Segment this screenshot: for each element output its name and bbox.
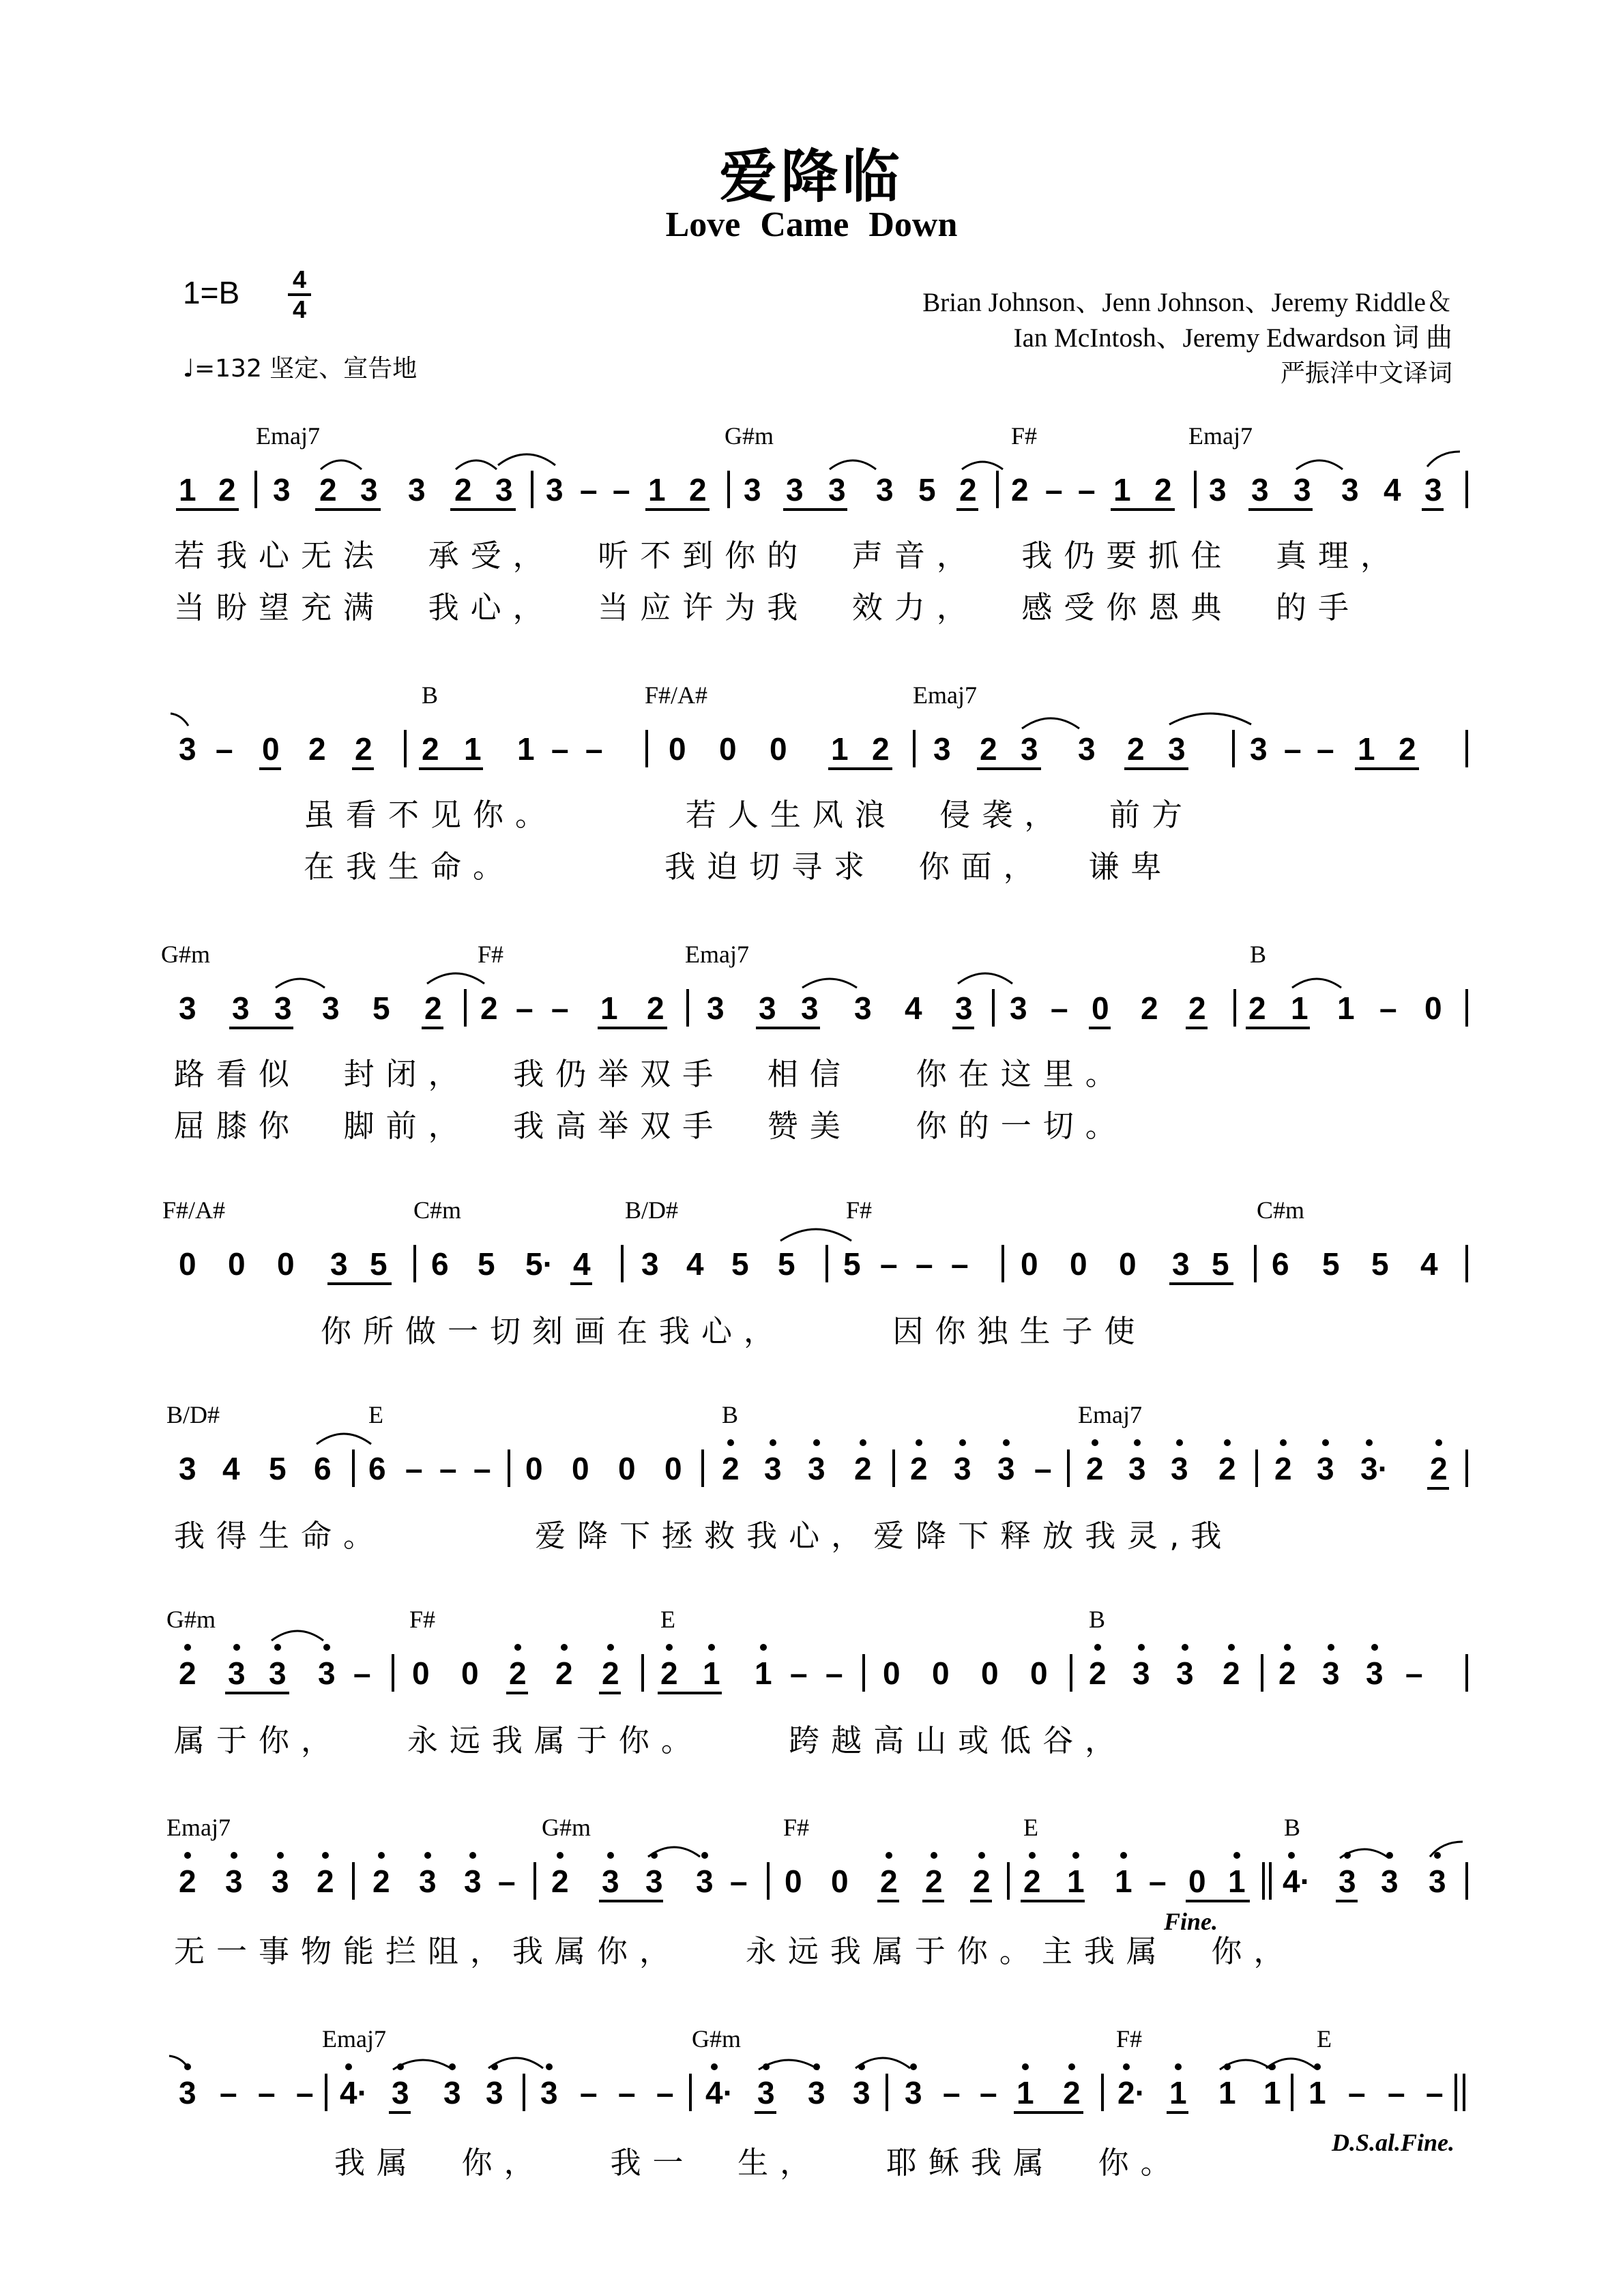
svg-text:–: – xyxy=(1078,472,1096,507)
svg-text:2: 2 xyxy=(317,1864,334,1899)
svg-text:–: – xyxy=(551,731,569,767)
svg-text:3: 3 xyxy=(955,990,973,1026)
svg-text:0: 0 xyxy=(669,731,686,767)
lyric-line: 当盼望充满 我心， 当应许为我 效力， 感受你恩典 的手 xyxy=(174,589,1361,625)
svg-text:3: 3 xyxy=(1078,731,1096,767)
svg-text:–: – xyxy=(473,1451,491,1486)
time-signature xyxy=(288,267,311,322)
svg-text:1: 1 xyxy=(1115,1864,1132,1899)
svg-text:3: 3 xyxy=(228,1655,246,1691)
svg-text:5: 5 xyxy=(843,1246,861,1282)
svg-text:–: – xyxy=(1051,990,1068,1026)
svg-text:5: 5 xyxy=(269,1451,287,1486)
score-row-4 xyxy=(0,1190,1623,1388)
svg-text:2: 2 xyxy=(1127,731,1145,767)
svg-text:3: 3 xyxy=(232,990,250,1026)
svg-text:3: 3 xyxy=(179,990,196,1026)
svg-text:3: 3 xyxy=(274,990,292,1026)
svg-text:–: – xyxy=(1045,472,1063,507)
credits-line-2: Ian McIntosh、Jeremy Edwardson 词 曲 xyxy=(1013,323,1452,353)
svg-text:0: 0 xyxy=(618,1451,636,1486)
svg-text:3: 3 xyxy=(602,1864,619,1899)
svg-text:3: 3 xyxy=(1341,472,1359,507)
svg-text:–: – xyxy=(1034,1451,1052,1486)
lyric-line: 我属 你， 我一 生， 耶稣我属 你。 xyxy=(334,2145,1183,2181)
svg-text:2: 2 xyxy=(1399,731,1416,767)
svg-text:5: 5 xyxy=(778,1246,795,1282)
svg-text:2: 2 xyxy=(308,731,326,767)
svg-text:0: 0 xyxy=(1021,1246,1038,1282)
svg-text:3: 3 xyxy=(808,2075,825,2110)
svg-text:2: 2 xyxy=(647,990,664,1026)
chord-label: G#m xyxy=(725,422,774,450)
svg-text:0: 0 xyxy=(883,1655,901,1691)
svg-text:0: 0 xyxy=(981,1655,999,1691)
svg-text:2: 2 xyxy=(925,1864,943,1899)
song-subtitle: Love Came Down xyxy=(665,205,958,244)
svg-text:4: 4 xyxy=(905,990,922,1026)
svg-text:3: 3 xyxy=(744,472,761,507)
svg-text:–: – xyxy=(1149,1864,1167,1899)
svg-text:5: 5 xyxy=(372,990,390,1026)
svg-text:4·: 4· xyxy=(340,2075,368,2110)
svg-text:2: 2 xyxy=(372,1864,390,1899)
score-row-1 xyxy=(0,416,1623,641)
credits-line-1: Brian Johnson、Jenn Johnson、Jeremy Riddle＆ xyxy=(922,288,1452,317)
svg-text:2: 2 xyxy=(1141,990,1158,1026)
svg-text:0: 0 xyxy=(228,1246,246,1282)
svg-text:–: – xyxy=(613,472,630,507)
svg-text:–: – xyxy=(730,1864,748,1899)
svg-text:2: 2 xyxy=(1063,2075,1081,2110)
svg-text:3: 3 xyxy=(495,472,513,507)
svg-text:3: 3 xyxy=(853,2075,871,2110)
svg-text:–: – xyxy=(1388,2075,1405,2110)
svg-text:3: 3 xyxy=(645,1864,663,1899)
svg-text:5: 5 xyxy=(1212,1246,1229,1282)
svg-text:–: – xyxy=(498,1864,516,1899)
svg-text:2·: 2· xyxy=(1117,2075,1145,2110)
svg-text:3: 3 xyxy=(419,1864,437,1899)
svg-text:0: 0 xyxy=(179,1246,196,1282)
svg-text:–: – xyxy=(1317,731,1334,767)
chord-label: Emaj7 xyxy=(913,681,977,709)
lyric-line: 无一事物能拦阻，我属你， 永远我属于你。主我属 你， xyxy=(174,1933,1296,1969)
notation-line xyxy=(0,934,1623,1030)
svg-text:–: – xyxy=(405,1451,423,1486)
svg-text:1: 1 xyxy=(1228,1864,1246,1899)
notation-line xyxy=(0,416,1623,512)
svg-text:3: 3 xyxy=(707,990,725,1026)
svg-text:3: 3 xyxy=(273,472,291,507)
svg-text:–: – xyxy=(1405,1655,1423,1691)
svg-text:3: 3 xyxy=(759,990,776,1026)
svg-text:3: 3 xyxy=(954,1451,971,1486)
svg-text:1: 1 xyxy=(648,472,666,507)
svg-text:1: 1 xyxy=(1113,472,1131,507)
svg-text:3: 3 xyxy=(540,2075,558,2110)
svg-text:4: 4 xyxy=(1420,1246,1438,1282)
chord-label: Emaj7 xyxy=(322,2025,386,2052)
svg-text:2: 2 xyxy=(910,1451,928,1486)
svg-text:3: 3 xyxy=(464,1864,482,1899)
svg-text:0: 0 xyxy=(461,1655,479,1691)
song-title: 爱降临 xyxy=(719,143,904,210)
svg-text:3: 3 xyxy=(486,2075,503,2110)
svg-text:3: 3 xyxy=(1021,731,1038,767)
svg-text:2: 2 xyxy=(424,990,442,1026)
svg-text:1: 1 xyxy=(831,731,849,767)
score-row-6 xyxy=(0,1600,1623,1797)
svg-text:0: 0 xyxy=(277,1246,295,1282)
svg-text:2: 2 xyxy=(1188,990,1206,1026)
svg-text:–: – xyxy=(216,731,233,767)
svg-text:3: 3 xyxy=(1424,472,1442,507)
svg-text:6: 6 xyxy=(431,1246,449,1282)
svg-text:2: 2 xyxy=(722,1451,740,1486)
time-signature-top: 4 xyxy=(292,265,307,293)
svg-text:2: 2 xyxy=(980,731,997,767)
svg-text:2: 2 xyxy=(854,1451,872,1486)
lyric-line: 若我心无法 承受， 听不到你的 声音， 我仍要抓住 真理， xyxy=(174,538,1403,574)
chord-label: F# xyxy=(783,1814,810,1841)
score-row-8 xyxy=(0,2019,1623,2224)
svg-text:3·: 3· xyxy=(1360,1451,1388,1486)
svg-text:2: 2 xyxy=(1278,1655,1296,1691)
svg-text:3: 3 xyxy=(392,2075,409,2110)
svg-text:3: 3 xyxy=(905,2075,922,2110)
svg-text:3: 3 xyxy=(933,731,951,767)
svg-text:2: 2 xyxy=(319,472,337,507)
svg-text:2: 2 xyxy=(660,1655,678,1691)
svg-text:0: 0 xyxy=(572,1451,589,1486)
svg-text:–: – xyxy=(618,2075,636,2110)
svg-text:4·: 4· xyxy=(1283,1864,1311,1899)
svg-text:–: – xyxy=(825,1655,843,1691)
svg-text:5: 5 xyxy=(478,1246,495,1282)
svg-text:3: 3 xyxy=(997,1451,1015,1486)
svg-text:2: 2 xyxy=(1011,472,1029,507)
svg-text:4: 4 xyxy=(1384,472,1401,507)
svg-text:3: 3 xyxy=(1317,1451,1334,1486)
svg-text:3: 3 xyxy=(1366,1655,1384,1691)
score-row-5 xyxy=(0,1395,1623,1593)
svg-text:3: 3 xyxy=(876,472,894,507)
score-row-3 xyxy=(0,934,1623,1160)
svg-text:1: 1 xyxy=(755,1655,772,1691)
chord-label: F#/A# xyxy=(645,681,708,709)
chord-label: B xyxy=(722,1401,739,1428)
svg-text:1: 1 xyxy=(1017,2075,1034,2110)
svg-text:3: 3 xyxy=(641,1246,659,1282)
svg-text:3: 3 xyxy=(764,1451,782,1486)
svg-text:3: 3 xyxy=(546,472,564,507)
svg-text:2: 2 xyxy=(355,731,372,767)
svg-text:3: 3 xyxy=(1171,1451,1188,1486)
svg-text:6: 6 xyxy=(368,1451,386,1486)
svg-text:5: 5 xyxy=(731,1246,749,1282)
svg-text:3: 3 xyxy=(269,1655,287,1691)
svg-text:3: 3 xyxy=(1381,1864,1399,1899)
svg-text:2: 2 xyxy=(179,1864,196,1899)
svg-text:3: 3 xyxy=(1251,472,1269,507)
notation-line xyxy=(0,2019,1623,2115)
lyric-line: 屈膝你 脚前， 我高举双手 赞美 你的一切。 xyxy=(174,1108,1128,1144)
svg-text:–: – xyxy=(951,1246,969,1282)
chord-label: B/D# xyxy=(166,1401,220,1428)
svg-text:2: 2 xyxy=(1023,1864,1041,1899)
svg-text:3: 3 xyxy=(1429,1864,1446,1899)
fine-marking: Fine. xyxy=(1164,1908,1218,1935)
svg-text:3: 3 xyxy=(1176,1655,1194,1691)
svg-text:2: 2 xyxy=(1154,472,1172,507)
svg-text:6: 6 xyxy=(1272,1246,1289,1282)
svg-text:–: – xyxy=(353,1655,371,1691)
svg-text:0: 0 xyxy=(1188,1864,1206,1899)
chord-label: G#m xyxy=(692,2025,741,2052)
svg-text:3: 3 xyxy=(1250,731,1268,767)
svg-text:–: – xyxy=(516,990,533,1026)
svg-text:–: – xyxy=(880,1246,898,1282)
chord-label: B xyxy=(422,681,439,709)
svg-text:4: 4 xyxy=(573,1246,591,1282)
svg-text:6: 6 xyxy=(314,1451,332,1486)
chord-label: F#/A# xyxy=(162,1196,226,1224)
svg-text:3: 3 xyxy=(179,731,196,767)
lyric-line: 我得生命。 爱降下拯救我心，爱降下释放我灵,我 xyxy=(174,1518,1233,1554)
svg-text:0: 0 xyxy=(1424,990,1442,1026)
svg-text:0: 0 xyxy=(932,1655,950,1691)
svg-text:–: – xyxy=(258,2075,276,2110)
svg-text:3: 3 xyxy=(1010,990,1027,1026)
svg-text:–: – xyxy=(439,1451,457,1486)
chord-label: C#m xyxy=(1257,1196,1305,1224)
svg-text:2: 2 xyxy=(480,990,498,1026)
svg-text:3: 3 xyxy=(1322,1655,1340,1691)
chord-label: B/D# xyxy=(625,1196,679,1224)
svg-text:1: 1 xyxy=(1067,1864,1085,1899)
svg-text:1: 1 xyxy=(179,472,196,507)
chord-label: G#m xyxy=(542,1814,591,1841)
chord-label: F# xyxy=(1011,422,1038,450)
svg-text:3: 3 xyxy=(808,1451,825,1486)
svg-text:3: 3 xyxy=(322,990,340,1026)
notation-line xyxy=(0,1600,1623,1695)
lyric-line: 你所做一切刻画在我心， 因你独生子使 xyxy=(321,1313,1147,1349)
svg-text:2: 2 xyxy=(555,1655,573,1691)
notation-line xyxy=(0,1395,1623,1490)
credits xyxy=(922,285,1452,392)
svg-text:3: 3 xyxy=(225,1864,243,1899)
chord-label: F# xyxy=(1116,2025,1143,2052)
svg-text:3: 3 xyxy=(1339,1864,1356,1899)
svg-text:3: 3 xyxy=(330,1246,348,1282)
score-row-7 xyxy=(0,1808,1623,2012)
svg-text:–: – xyxy=(943,2075,961,2110)
svg-text:0: 0 xyxy=(664,1451,682,1486)
svg-text:1: 1 xyxy=(517,731,535,767)
chord-label: Emaj7 xyxy=(166,1814,231,1841)
svg-text:2: 2 xyxy=(218,472,236,507)
notation-line xyxy=(0,1190,1623,1286)
svg-text:0: 0 xyxy=(262,731,280,767)
key-signature: 1=B xyxy=(183,275,240,310)
svg-text:2: 2 xyxy=(602,1655,619,1691)
svg-text:–: – xyxy=(1379,990,1397,1026)
svg-text:2: 2 xyxy=(454,472,472,507)
svg-text:–: – xyxy=(1348,2075,1366,2110)
svg-text:–: – xyxy=(585,731,603,767)
chord-label: Emaj7 xyxy=(1078,1401,1142,1428)
lyric-line: 虽看不见你。 若人生风浪 侵袭， 前方 xyxy=(304,797,1195,833)
svg-text:–: – xyxy=(790,1655,808,1691)
svg-text:3: 3 xyxy=(1168,731,1186,767)
svg-text:0: 0 xyxy=(525,1451,543,1486)
chord-label: F# xyxy=(846,1196,873,1224)
svg-text:4: 4 xyxy=(686,1246,704,1282)
svg-text:2: 2 xyxy=(179,1655,196,1691)
svg-text:4·: 4· xyxy=(705,2075,733,2110)
svg-text:2: 2 xyxy=(973,1864,991,1899)
chord-label: E xyxy=(1317,2025,1332,2052)
svg-text:2: 2 xyxy=(1223,1655,1240,1691)
svg-text:2: 2 xyxy=(1274,1451,1292,1486)
svg-text:2: 2 xyxy=(959,472,977,507)
svg-text:3: 3 xyxy=(801,990,819,1026)
svg-text:3: 3 xyxy=(854,990,872,1026)
svg-text:1: 1 xyxy=(600,990,618,1026)
score-row-2 xyxy=(0,675,1623,900)
svg-text:2: 2 xyxy=(880,1864,898,1899)
svg-text:2: 2 xyxy=(1089,1655,1107,1691)
chord-label: G#m xyxy=(166,1606,216,1633)
svg-text:–: – xyxy=(1284,731,1302,767)
chord-label: E xyxy=(368,1401,383,1428)
svg-text:5: 5 xyxy=(918,472,936,507)
svg-text:3: 3 xyxy=(360,472,378,507)
svg-text:3: 3 xyxy=(1132,1655,1150,1691)
svg-text:0: 0 xyxy=(1119,1246,1137,1282)
lyric-line: 属于你， 永远我属于你。 跨越高山或低谷， xyxy=(174,1722,1128,1758)
chord-label: B xyxy=(1089,1606,1106,1633)
svg-text:3: 3 xyxy=(1293,472,1311,507)
svg-text:3: 3 xyxy=(318,1655,336,1691)
chord-label: Emaj7 xyxy=(1188,422,1253,450)
chord-label: E xyxy=(660,1606,675,1633)
chord-label: F# xyxy=(409,1606,436,1633)
svg-text:1: 1 xyxy=(464,731,482,767)
svg-text:5: 5 xyxy=(370,1246,388,1282)
svg-text:2: 2 xyxy=(1218,1451,1236,1486)
svg-text:1: 1 xyxy=(1308,2075,1326,2110)
svg-text:–: – xyxy=(916,1246,933,1282)
svg-text:2: 2 xyxy=(1248,990,1266,1026)
svg-text:1: 1 xyxy=(1358,731,1375,767)
svg-text:2: 2 xyxy=(422,731,439,767)
svg-text:0: 0 xyxy=(1030,1655,1048,1691)
notation-line xyxy=(0,675,1623,771)
lyric-line: 在我生命。 我迫切寻求 你面， 谦卑 xyxy=(304,849,1173,885)
svg-text:0: 0 xyxy=(412,1655,430,1691)
svg-text:1: 1 xyxy=(1263,2075,1281,2110)
svg-text:–: – xyxy=(296,2075,314,2110)
svg-text:5·: 5· xyxy=(525,1246,553,1282)
svg-text:3: 3 xyxy=(408,472,426,507)
svg-text:3: 3 xyxy=(1128,1451,1146,1486)
svg-text:3: 3 xyxy=(1172,1246,1190,1282)
chord-label: E xyxy=(1023,1814,1038,1841)
svg-text:2: 2 xyxy=(509,1655,527,1691)
svg-text:2: 2 xyxy=(1430,1451,1448,1486)
time-signature-bottom: 4 xyxy=(292,295,307,323)
svg-text:3: 3 xyxy=(179,1451,196,1486)
svg-text:0: 0 xyxy=(831,1864,849,1899)
svg-text:1: 1 xyxy=(1169,2075,1187,2110)
svg-text:1: 1 xyxy=(1218,2075,1236,2110)
svg-text:3: 3 xyxy=(272,1864,289,1899)
svg-text:–: – xyxy=(980,2075,997,2110)
svg-text:0: 0 xyxy=(1070,1246,1087,1282)
svg-text:3: 3 xyxy=(757,2075,775,2110)
ds-al-fine-marking: D.S.al.Fine. xyxy=(1332,2129,1455,2156)
chord-label: Emaj7 xyxy=(685,941,749,968)
svg-text:3: 3 xyxy=(828,472,846,507)
chord-label: Emaj7 xyxy=(256,422,320,450)
chord-label: B xyxy=(1250,941,1267,968)
svg-text:0: 0 xyxy=(719,731,737,767)
svg-text:3: 3 xyxy=(443,2075,461,2110)
svg-text:–: – xyxy=(220,2075,237,2110)
svg-text:0: 0 xyxy=(770,731,787,767)
chord-label: C#m xyxy=(413,1196,462,1224)
svg-text:1: 1 xyxy=(703,1655,720,1691)
svg-text:3: 3 xyxy=(179,2075,196,2110)
svg-text:–: – xyxy=(1426,2075,1444,2110)
chord-label: B xyxy=(1284,1814,1301,1841)
svg-text:5: 5 xyxy=(1322,1246,1340,1282)
svg-text:–: – xyxy=(551,990,569,1026)
chord-label: G#m xyxy=(161,941,210,968)
svg-text:1: 1 xyxy=(1291,990,1308,1026)
tempo-marking: ♩=132 坚定、宣告地 xyxy=(183,355,418,383)
svg-text:1: 1 xyxy=(1337,990,1355,1026)
svg-text:3: 3 xyxy=(1209,472,1227,507)
chord-label: F# xyxy=(478,941,504,968)
svg-text:3: 3 xyxy=(786,472,804,507)
svg-text:3: 3 xyxy=(696,1864,714,1899)
svg-text:–: – xyxy=(580,472,598,507)
notation-line xyxy=(0,1808,1623,1903)
lyric-line: 路看似 封闭， 我仍举双手 相信 你在这里。 xyxy=(174,1056,1128,1092)
credits-line-3: 严振洋中文译词 xyxy=(1280,359,1452,387)
svg-text:4: 4 xyxy=(222,1451,240,1486)
svg-text:0: 0 xyxy=(785,1864,802,1899)
svg-text:0: 0 xyxy=(1092,990,1109,1026)
svg-text:5: 5 xyxy=(1371,1246,1389,1282)
svg-text:2: 2 xyxy=(1086,1451,1104,1486)
svg-text:2: 2 xyxy=(689,472,707,507)
svg-text:–: – xyxy=(580,2075,598,2110)
svg-text:2: 2 xyxy=(872,731,890,767)
svg-text:–: – xyxy=(656,2075,674,2110)
svg-text:2: 2 xyxy=(551,1864,569,1899)
